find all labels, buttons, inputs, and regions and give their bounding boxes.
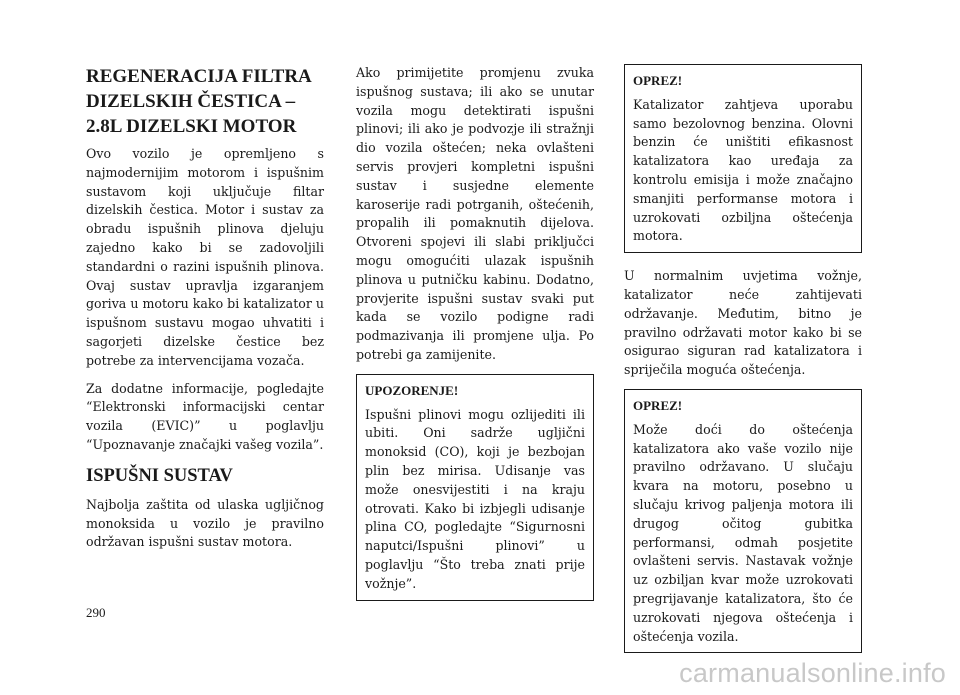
caution-title: OPREZ!	[633, 73, 683, 88]
caution-title: OPREZ!	[633, 397, 683, 413]
section-heading-exhaust: ISPUŠNI SUSTAV	[86, 465, 233, 486]
paragraph-evic-reference: Za dodatne informacije, pogledajte “Elektronski informacijski centar vozila (EVIC)” u poglavlju “Upoznavanje značajki vašeg vozila”.	[86, 380, 324, 452]
caution-text-fuel: Katalizator zahtjeva uporabu samo bezolovnog benzina. Olovni benzin će uništiti efikasnost katalizatora kao uređaja za kontrolu emisija i može značajno smanjiti performanse motora i uzrokovati ozbiljna oštećenja motora.	[633, 96, 853, 244]
column-right	[624, 64, 862, 667]
column-middle	[356, 64, 594, 615]
caution-box-fuel	[624, 64, 862, 253]
caution-text-catalyst: Može doći do oštećenja katalizatora ako vaše vozilo nije pravilno održavano. U slučaju kvara na motoru, posebno u slučaju krivog paljenja motora ili drugog očitog gubitka performansi, odmah posjetite ovlašteni servis. Nastavak vožnje uz ozbiljan kvar može uzrokovati pregrijavanje katalizatora, što će uzrokovati njegova oštećenja i oštećenja vozila.	[633, 421, 853, 644]
paragraph-dpf-description: Ovo vozilo je opremljeno s najmodernijim motorom i ispušnim sustavom koji uključuje filtar dizelskih čestica. Motor i sustav za obradu ispušnih plinova djeluju zajedno kako bi se zadovoljili standardni o razini ispušnih plinova. Ovaj sustav upravlja izgaranjem goriva u motoru kako bi katalizator u ispušnom sustavu mogao uhvatiti i sagorjeti dizelske čestice bez potrebe za intervencijama vozača.	[86, 146, 324, 368]
warning-box	[356, 374, 594, 601]
column-left	[86, 64, 324, 561]
warning-title: UPOZORENJE!	[365, 382, 459, 398]
warning-text: Ispušni plinovi mogu ozlijediti ili ubiti. Oni sadrže ugljični monoksid (CO), koji je bezbojan plin bez mirisa. Udisanje vas može onesvijestiti i na kraju otrovati. Kako bi izbjegli udisanje plina CO, pogledajte “Sigurnosni naputci/Ispušni plinovi” u poglavlju “Što treba znati prije vožnje”.	[365, 406, 585, 591]
paragraph-exhaust-inspection: Ako primijetite promjenu zvuka ispušnog sustava; ili ako se unutar vozila mogu detektirati ispušni plinovi; ili ako je podvozje ili stražnji dio vozila oštećen; neka ovlašteni servis provjeri kompletni ispušni sustav i susjedne elemente karoserije radi potrganih, oštećenih, propalih ili pomaknutih dijelova. Otvoreni spojevi ili slabi priključci mogu omogućiti ulazak ispušnih plinova u putničku kabinu. Dodatno, provjerite ispušni sustav svaki put kada se vozilo podigne radi podmazivanja ili promjene ulja. Po potrebi ga zamijenite.	[356, 65, 594, 362]
page-number: 290	[86, 605, 106, 620]
paragraph-catalyst-maintenance: U normalnim uvjetima vožnje, katalizator neće zahtijevati održavanje. Međutim, bitno je pravilno održavati motor kako bi se osigurao siguran rad katalizatora i spriječila moguća oštećenja.	[624, 268, 862, 378]
section-heading-dpf: REGENERACIJA FILTRA DIZELSKIH ČESTICA – 2.8L DIZELSKI MOTOR	[86, 66, 311, 137]
paragraph-exhaust-protection: Najbolja zaštita od ulaska ugljičnog monoksida u vozilo je pravilno održavan ispušni sustav motora.	[86, 496, 324, 550]
caution-box-catalyst	[624, 389, 862, 653]
watermark: carmanualsonline.info	[679, 658, 946, 688]
